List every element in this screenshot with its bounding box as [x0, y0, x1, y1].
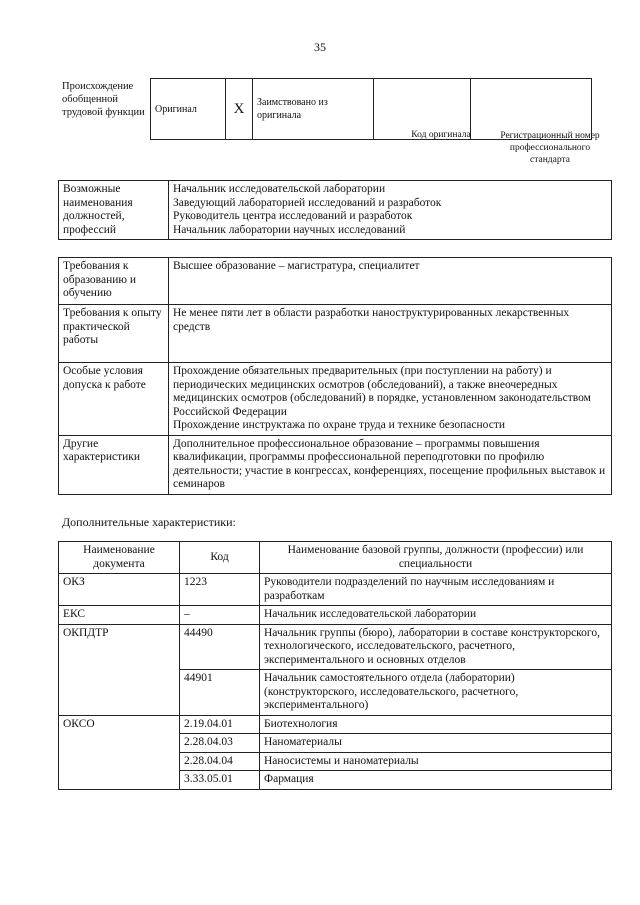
- doc-cell: ЕКС: [59, 606, 180, 625]
- table-row: [59, 606, 612, 625]
- name-cell: Наноматериалы: [260, 734, 612, 753]
- req-label: Требования к опыту практической работы: [59, 305, 169, 363]
- position-item: Заведующий лабораторией исследований и разработок: [173, 196, 442, 209]
- positions-list: [169, 181, 612, 240]
- name-cell: Руководители подразделений по научным исследованиям и разработкам: [260, 574, 612, 606]
- origin-original: Оригинал: [151, 79, 226, 140]
- code-cell: –: [180, 606, 260, 625]
- code-cell: 2.19.04.01: [180, 715, 260, 734]
- origin-borrowed: Заимствовано из оригинала: [253, 79, 374, 140]
- name-cell: Начальник исследовательской лаборатории: [260, 606, 612, 625]
- positions-table: [58, 180, 612, 240]
- col-header: Наименование документа: [59, 542, 180, 574]
- position-item: Начальник лаборатории научных исследований: [173, 223, 406, 236]
- positions-label: Возможные наименования должностей, профессий: [59, 181, 169, 240]
- name-cell: Фармация: [260, 771, 612, 790]
- req-value-text: Прохождение обязательных предварительных (при поступлении на работу) и периодических медицинских осмотров (обследований), а также внеочередных медицинских осмотров (обследований) в порядке, установленном законодательством Российской Федерации: [173, 365, 591, 418]
- origin-mark: X: [226, 79, 253, 140]
- page-number: 35: [314, 40, 326, 54]
- name-cell: Начальник группы (бюро), лаборатории в составе конструкторского, технологического, исследовательского, расчетного, экспериментального и основных отделов: [260, 624, 612, 670]
- req-value: Дополнительное профессиональное образование – программы повышения квалификации, программы профессиональной переподготовки по профилю деятельности; участие в конгрессах, конференциях, посещение профильных выставок и семинаров: [169, 435, 612, 494]
- code-cell: 1223: [180, 574, 260, 606]
- code-cell: 44490: [180, 624, 260, 670]
- position-item: Начальник исследовательской лаборатории: [173, 183, 386, 195]
- req-value: Высшее образование – магистратура, специалитет: [169, 258, 612, 305]
- req-value: Не менее пяти лет в области разработки наноструктурированных лекарственных средств: [169, 305, 612, 363]
- req-label: Другие характеристики: [59, 435, 169, 494]
- doc-cell: ОКСО: [59, 715, 180, 789]
- req-value-text: Прохождение инструктажа по охране труда и технике безопасности: [173, 419, 505, 431]
- req-label: Особые условия допуска к работе: [59, 363, 169, 436]
- reg-label: Регистрационный номер профессионального стандарта: [500, 131, 600, 165]
- name-cell: Начальник самостоятельного отдела (лаборатории) (конструкторского, исследовательского, расчетного, экспериментального): [260, 670, 612, 716]
- code-label: Код оригинала: [411, 130, 471, 140]
- col-header: Код: [180, 542, 260, 574]
- code-cell: 2.28.04.04: [180, 752, 260, 771]
- table-row: [59, 715, 612, 734]
- col-header: Наименование базовой группы, должности (профессии) или специальности: [260, 542, 612, 574]
- extra-table: [58, 541, 612, 790]
- doc-cell: ОКЗ: [59, 574, 180, 606]
- code-cell: 44901: [180, 670, 260, 716]
- table-row: [59, 624, 612, 670]
- code-cell: 3.33.05.01: [180, 771, 260, 790]
- code-cell: 2.28.04.03: [180, 734, 260, 753]
- position-item: Руководитель центра исследований и разработок: [173, 210, 413, 222]
- name-cell: Биотехнология: [260, 715, 612, 734]
- req-label: Требования к образованию и обучению: [59, 258, 169, 305]
- doc-cell: ОКПДТР: [59, 624, 180, 715]
- name-cell: Наносистемы и наноматериалы: [260, 752, 612, 771]
- req-value: [169, 363, 612, 436]
- extra-title: Дополнительные характеристики:: [62, 515, 236, 529]
- requirements-table: [58, 257, 612, 495]
- table-row: [59, 574, 612, 606]
- origin-label: Происхождение обобщенной трудовой функции: [62, 81, 145, 118]
